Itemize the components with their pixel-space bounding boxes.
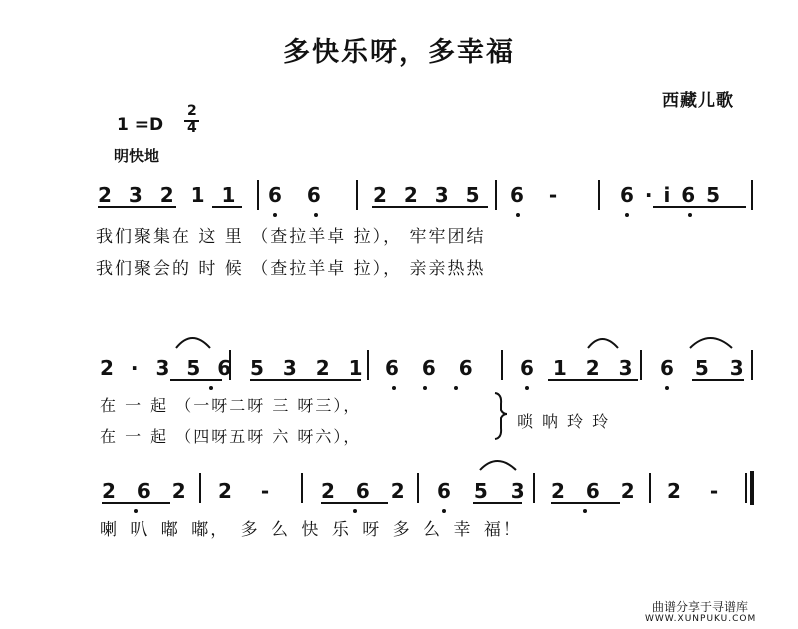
slur — [480, 461, 516, 470]
octave-dot — [625, 213, 629, 217]
row3-measure5-notes: 2 6 2 — [551, 479, 642, 503]
row1-measure1-notes: 2 3 2 1 1 — [98, 183, 241, 207]
slur — [176, 338, 210, 348]
row1-measure5-notes: 6 · i 6 5 — [620, 183, 723, 207]
row3-lyric: 喇 叭 嘟 嘟， 多 么 快 乐 呀 多 么 幸 福！ — [100, 520, 522, 540]
verse-brace — [495, 393, 507, 439]
row2-measure3-notes: 6 6 6 — [385, 356, 481, 380]
octave-dot — [688, 213, 692, 217]
octave-dot — [525, 386, 529, 390]
octave-dot — [353, 509, 357, 513]
row3-measure4-notes: 6 5 3 — [437, 479, 533, 503]
row1-measure2-notes: 6 6 — [268, 183, 330, 207]
row3-measure3-notes: 2 6 2 — [321, 479, 412, 503]
key-signature: 1 =D — [117, 115, 164, 135]
octave-dot — [423, 386, 427, 390]
octave-dot — [454, 386, 458, 390]
row1-lyric-verse2: 我们聚会的 时 候 （查拉羊卓 拉）， 亲亲热热 — [96, 259, 486, 279]
octave-dot — [392, 386, 396, 390]
octave-dot — [209, 386, 213, 390]
song-origin: 西藏儿歌 — [662, 91, 734, 111]
row1-measure3-notes: 2 2 3 5 — [373, 183, 485, 207]
slur — [588, 339, 618, 348]
row3-measure1-notes: 2 6 2 — [102, 479, 193, 503]
row2-lyric-shared: 唢 呐 玲 玲 — [517, 412, 611, 431]
row2-measure2-notes: 5 3 2 1 — [250, 356, 369, 380]
row2-measure5-notes: 6 5 3 — [660, 356, 751, 380]
row3-measure6-notes: 2 - — [667, 479, 730, 503]
footer-watermark-text: 曲谱分享于寻谱库 — [652, 600, 749, 614]
tempo-marking: 明快地 — [114, 147, 160, 165]
row2-measure1-notes: 2 · 3 5 6 — [100, 356, 237, 380]
footer-watermark-url: WWW.XUNPUKU.COM — [645, 614, 757, 624]
row2-measure4-notes: 6 1 2 3 — [520, 356, 639, 380]
row2-lyric-verse2: 在 一 起 （四呀五呀 六 呀六）， — [100, 427, 362, 446]
octave-dot — [583, 509, 587, 513]
slur — [690, 338, 732, 348]
meter-numerator: 2 — [187, 103, 197, 119]
octave-dot — [442, 509, 446, 513]
row2-lyric-verse1: 在 一 起 （一呀二呀 三 呀三）， — [100, 396, 362, 415]
octave-dot — [273, 213, 277, 217]
octave-dot — [314, 213, 318, 217]
octave-dot — [516, 213, 520, 217]
song-title: 多快乐呀，多幸福 — [283, 37, 515, 68]
meter-denominator: 4 — [187, 120, 197, 136]
octave-dot — [665, 386, 669, 390]
row3-measure2-notes: 2 - — [218, 479, 281, 503]
row1-lyric-verse1: 我们聚集在 这 里 （查拉羊卓 拉）， 牢牢团结 — [96, 227, 486, 247]
octave-dot — [134, 509, 138, 513]
row1-measure4-notes: 6 - — [510, 183, 567, 207]
